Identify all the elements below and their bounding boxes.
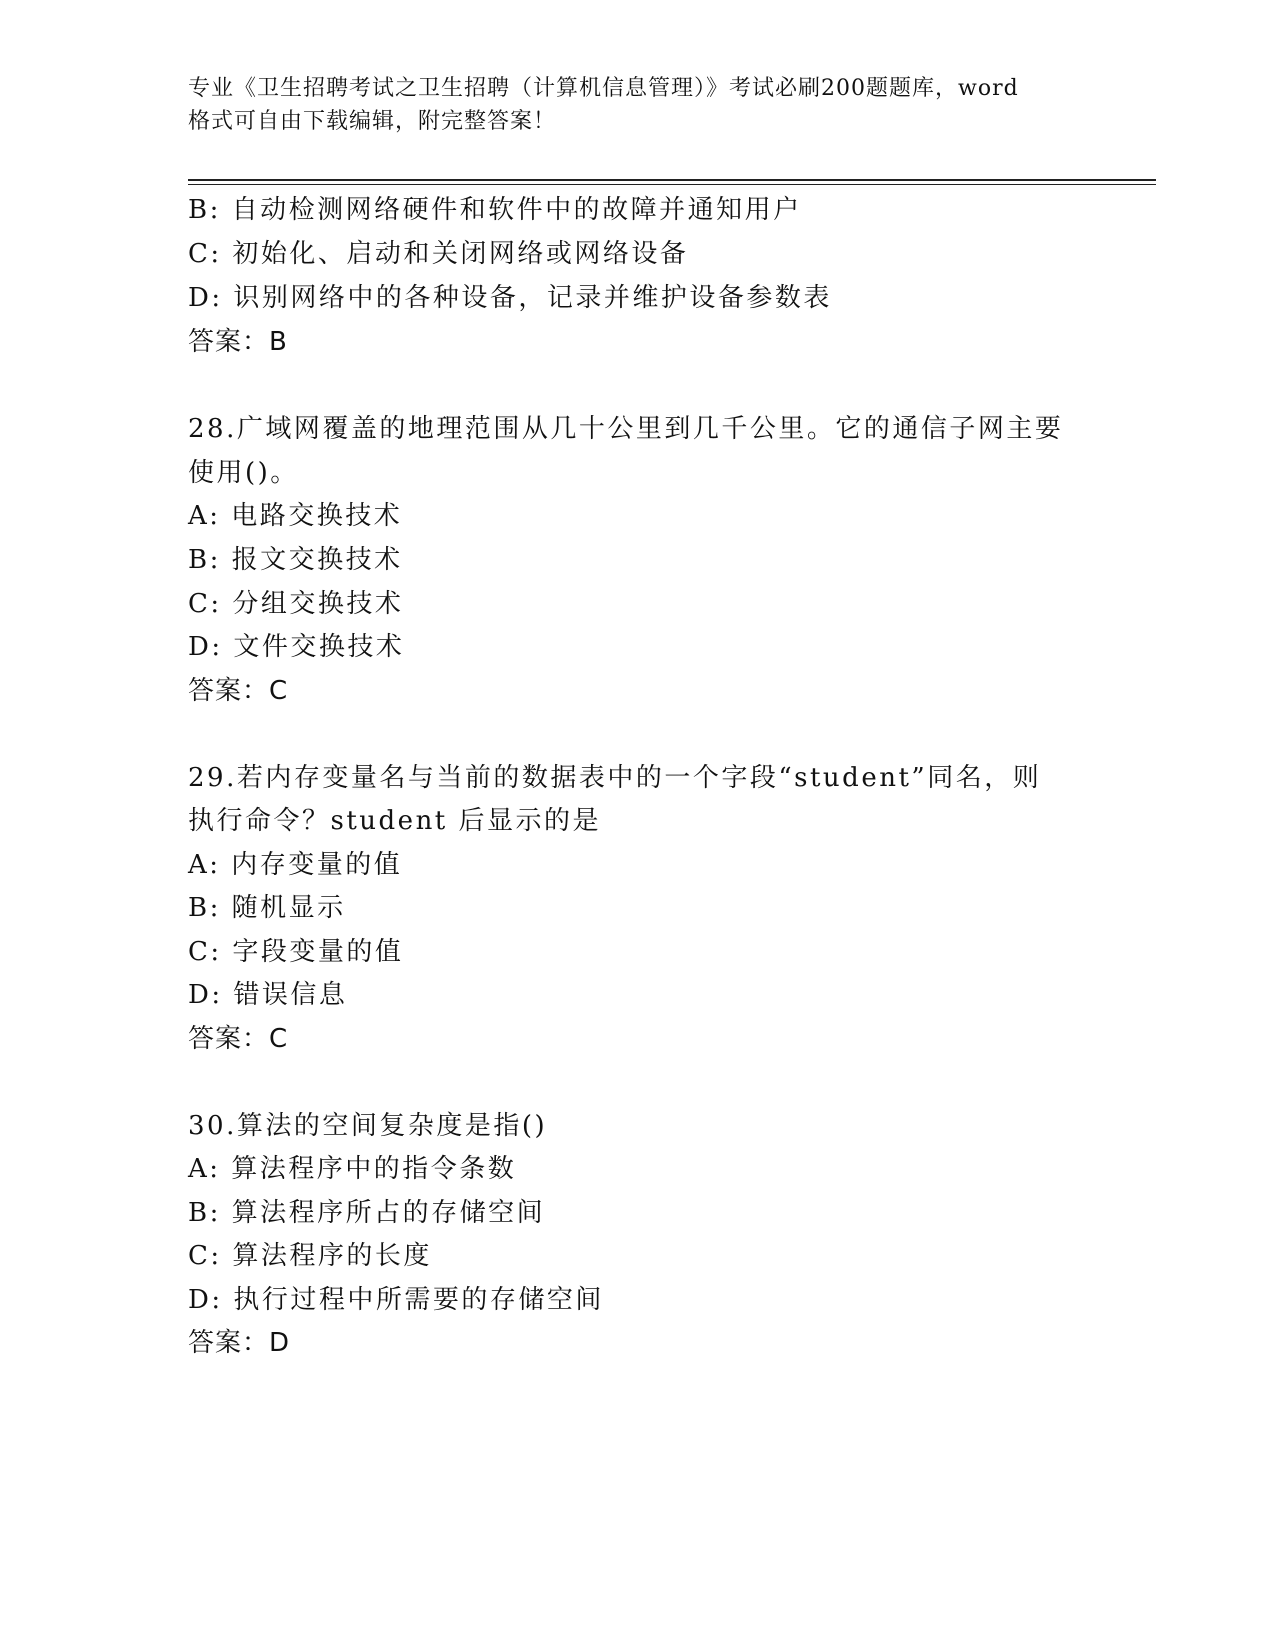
header-rule-thick — [188, 179, 1156, 181]
q28-option-a: A: 电路交换技术 — [188, 501, 403, 531]
q28-option-c: C: 分组交换技术 — [188, 589, 404, 619]
q28-stem-line-2: 使用()。 — [188, 458, 299, 488]
prev-option-c: C: 初始化、启动和关闭网络或网络设备 — [188, 239, 689, 269]
q28-option-d: D: 文件交换技术 — [188, 632, 405, 662]
q29-stem-line-2: 执行命令？student 后显示的是 — [188, 806, 602, 836]
q29-option-a: A: 内存变量的值 — [188, 850, 403, 880]
q29-option-c: C: 字段变量的值 — [188, 937, 404, 967]
q29-stem-line-1: 29.若内存变量名与当前的数据表中的一个字段“student”同名，则 — [188, 763, 1042, 793]
prev-answer: 答案：B — [188, 327, 288, 357]
q29-answer: 答案：C — [188, 1024, 289, 1054]
q29-option-b: B: 随机显示 — [188, 893, 346, 923]
q30-answer: 答案：D — [188, 1328, 291, 1358]
q30-option-b: B: 算法程序所占的存储空间 — [188, 1198, 546, 1228]
document-header — [188, 72, 1088, 138]
header-line-1: 专业《卫生招聘考试之卫生招聘（计算机信息管理）》考试必刷200题题库，word — [188, 76, 1019, 101]
q29-option-d: D: 错误信息 — [188, 980, 348, 1010]
q30-option-c: C: 算法程序的长度 — [188, 1241, 432, 1271]
prev-option-b: B: 自动检测网络硬件和软件中的故障并通知用户 — [188, 195, 802, 225]
q30-stem: 30.算法的空间复杂度是指() — [188, 1111, 548, 1141]
q28-option-b: B: 报文交换技术 — [188, 545, 403, 575]
header-line-2: 格式可自由下载编辑，附完整答案！ — [188, 109, 557, 134]
q30-option-a: A: 算法程序中的指令条数 — [188, 1154, 517, 1184]
q28-answer: 答案：C — [188, 676, 289, 706]
prev-option-d: D: 识别网络中的各种设备，记录并维护设备参数表 — [188, 283, 832, 313]
header-rule-thin — [188, 184, 1156, 185]
q30-option-d: D: 执行过程中所需要的存储空间 — [188, 1285, 604, 1315]
q28-stem-line-1: 28.广域网覆盖的地理范围从几十公里到几千公里。它的通信子网主要 — [188, 414, 1064, 444]
